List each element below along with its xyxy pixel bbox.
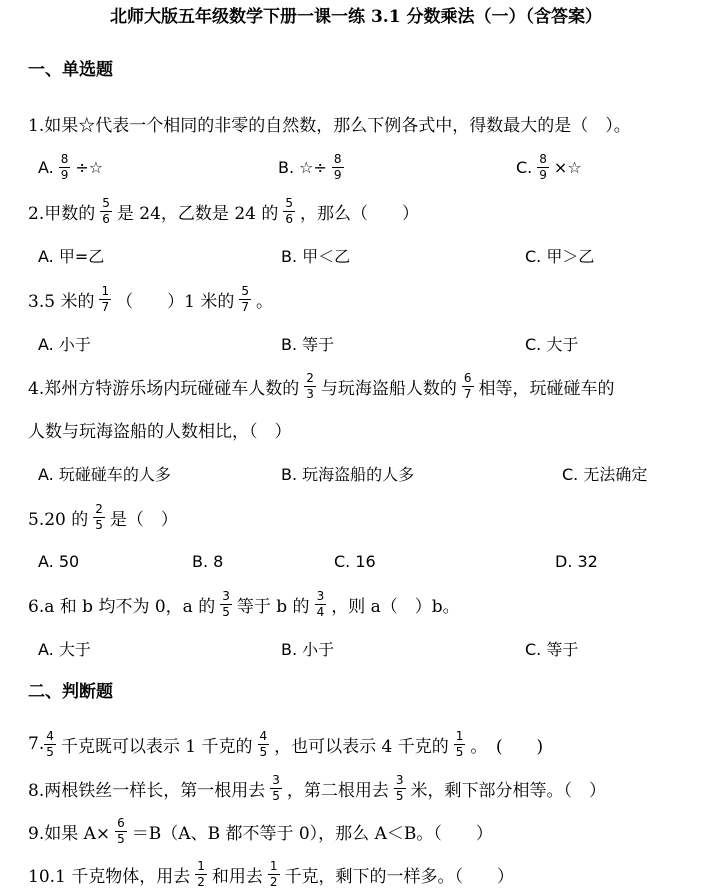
question-5-option-b[interactable]: B. 8 [192, 551, 224, 571]
question-3-option-b[interactable]: B. 等于 [281, 334, 335, 354]
question-6-option-a[interactable]: A. 大于 [38, 639, 91, 659]
section-heading-judge: 二、判断题 [28, 682, 113, 702]
question-3-option-a[interactable]: A. 小于 [38, 334, 91, 354]
question-4-option-b[interactable]: B. 玩海盗船的人多 [281, 464, 415, 484]
fraction: $\frac{1}{2}$ [269, 858, 278, 889]
question-1-option-b[interactable]: B. ☆÷ $\frac{8}{9}$ [278, 151, 342, 182]
fraction: $\frac{5}{6}$ [102, 195, 110, 226]
fraction: $\frac{3}{5}$ [272, 772, 280, 803]
fraction: $\frac{3}{5}$ [222, 588, 230, 619]
question-3-option-c[interactable]: C. 大于 [525, 334, 579, 354]
fraction: $\frac{8}{9}$ [539, 151, 547, 182]
question-5-option-a[interactable]: A. 50 [38, 551, 80, 571]
question-3: 3.5 米的 $\frac{1}{7}$ （ ）1 米的 $\frac{5}{7}$ 。 [28, 283, 273, 314]
question-5: 5.20 的 $\frac{2}{5}$ 是（ ） [28, 501, 178, 532]
question-6-option-c[interactable]: C. 等于 [525, 639, 579, 659]
question-4: 4.郑州方特游乐场内玩碰碰车人数的 $\frac{2}{3}$ 与玩海盗船人数的 $\frac{6}{7}$ 相等，玩碰碰车的 [28, 370, 615, 401]
question-8: 8.两根铁丝一样长，第一根用去 $\frac{3}{5}$ ，第二根用去 $\frac{3}{5}$ 米，剩下部分相等。（ ） [28, 772, 607, 803]
page-title: 北师大版五年级数学下册一课一练 3.1 分数乘法（一）（含答案） [110, 7, 602, 27]
fraction: $\frac{2}{5}$ [95, 501, 103, 532]
question-1 [28, 103, 631, 143]
fraction: $\frac{1}{5}$ [455, 728, 464, 759]
fraction: $\frac{3}{5}$ [395, 772, 404, 803]
question-4-line-2: 人数与玩海盗船的人数相比，（ ） [28, 421, 292, 442]
question-4-option-c[interactable]: C. 无法确定 [562, 464, 648, 484]
question-6-option-b[interactable]: B. 小于 [281, 639, 335, 659]
fraction: $\frac{5}{6}$ [285, 195, 293, 226]
question-1-text: 1.如果☆代表一个相同的非零的自然数，那么下例各式中，得数最大的是（ ）。 [28, 115, 631, 136]
question-7: 7. $\frac{4}{5}$ 千克既可以表示 1 千克的 $\frac{4}{5}$ ，也可以表示 4 千克的 $\frac{1}{5}$ 。 ( ) [28, 728, 544, 759]
fraction: $\frac{4}{5}$ [46, 728, 54, 759]
fraction: $\frac{4}{5}$ [259, 728, 268, 759]
section-heading-single-choice: 一、单选题 [28, 60, 113, 80]
question-10: 10.1 千克物体，用去 $\frac{1}{2}$ 和用去 $\frac{1}{2}$ 千克，剩下的一样多。（ ） [28, 858, 515, 889]
fraction: $\frac{8}{9}$ [333, 151, 342, 182]
fraction: $\frac{2}{3}$ [306, 370, 314, 401]
question-4-option-a[interactable]: A. 玩碰碰车的人多 [38, 464, 171, 484]
fraction: $\frac{5}{7}$ [241, 283, 249, 314]
question-2-option-b[interactable]: B. 甲＜乙 [281, 246, 351, 266]
fraction: $\frac{6}{5}$ [117, 815, 125, 846]
question-2-option-a[interactable]: A. 甲=乙 [38, 246, 105, 266]
fraction: $\frac{8}{9}$ [60, 151, 69, 182]
fraction: $\frac{6}{7}$ [463, 370, 472, 401]
question-2: 2.甲数的 $\frac{5}{6}$ 是 24，乙数是 24 的 $\frac{5}{6}$ ，那么（ ） [28, 195, 419, 226]
fraction: $\frac{1}{2}$ [197, 858, 205, 889]
fraction: $\frac{1}{7}$ [101, 283, 110, 314]
question-6: 6.a 和 b 均不为 0，a 的 $\frac{3}{5}$ 等于 b 的 $\frac{3}{4}$ ，则 a（ ）b。 [28, 588, 460, 619]
question-1-option-a[interactable]: A. $\frac{8}{9}$ ÷☆ [38, 151, 104, 182]
fraction: $\frac{3}{4}$ [316, 588, 325, 619]
question-9: 9.如果 A× $\frac{6}{5}$ ＝B（A、B 都不等于 0），那么 A＜B。（ ） [28, 815, 493, 846]
question-2-option-c[interactable]: C. 甲＞乙 [525, 246, 595, 266]
question-5-option-c[interactable]: C. 16 [334, 551, 376, 571]
question-5-option-d[interactable]: D. 32 [555, 551, 598, 571]
question-1-option-c[interactable]: C. $\frac{8}{9}$ ×☆ [516, 151, 582, 182]
